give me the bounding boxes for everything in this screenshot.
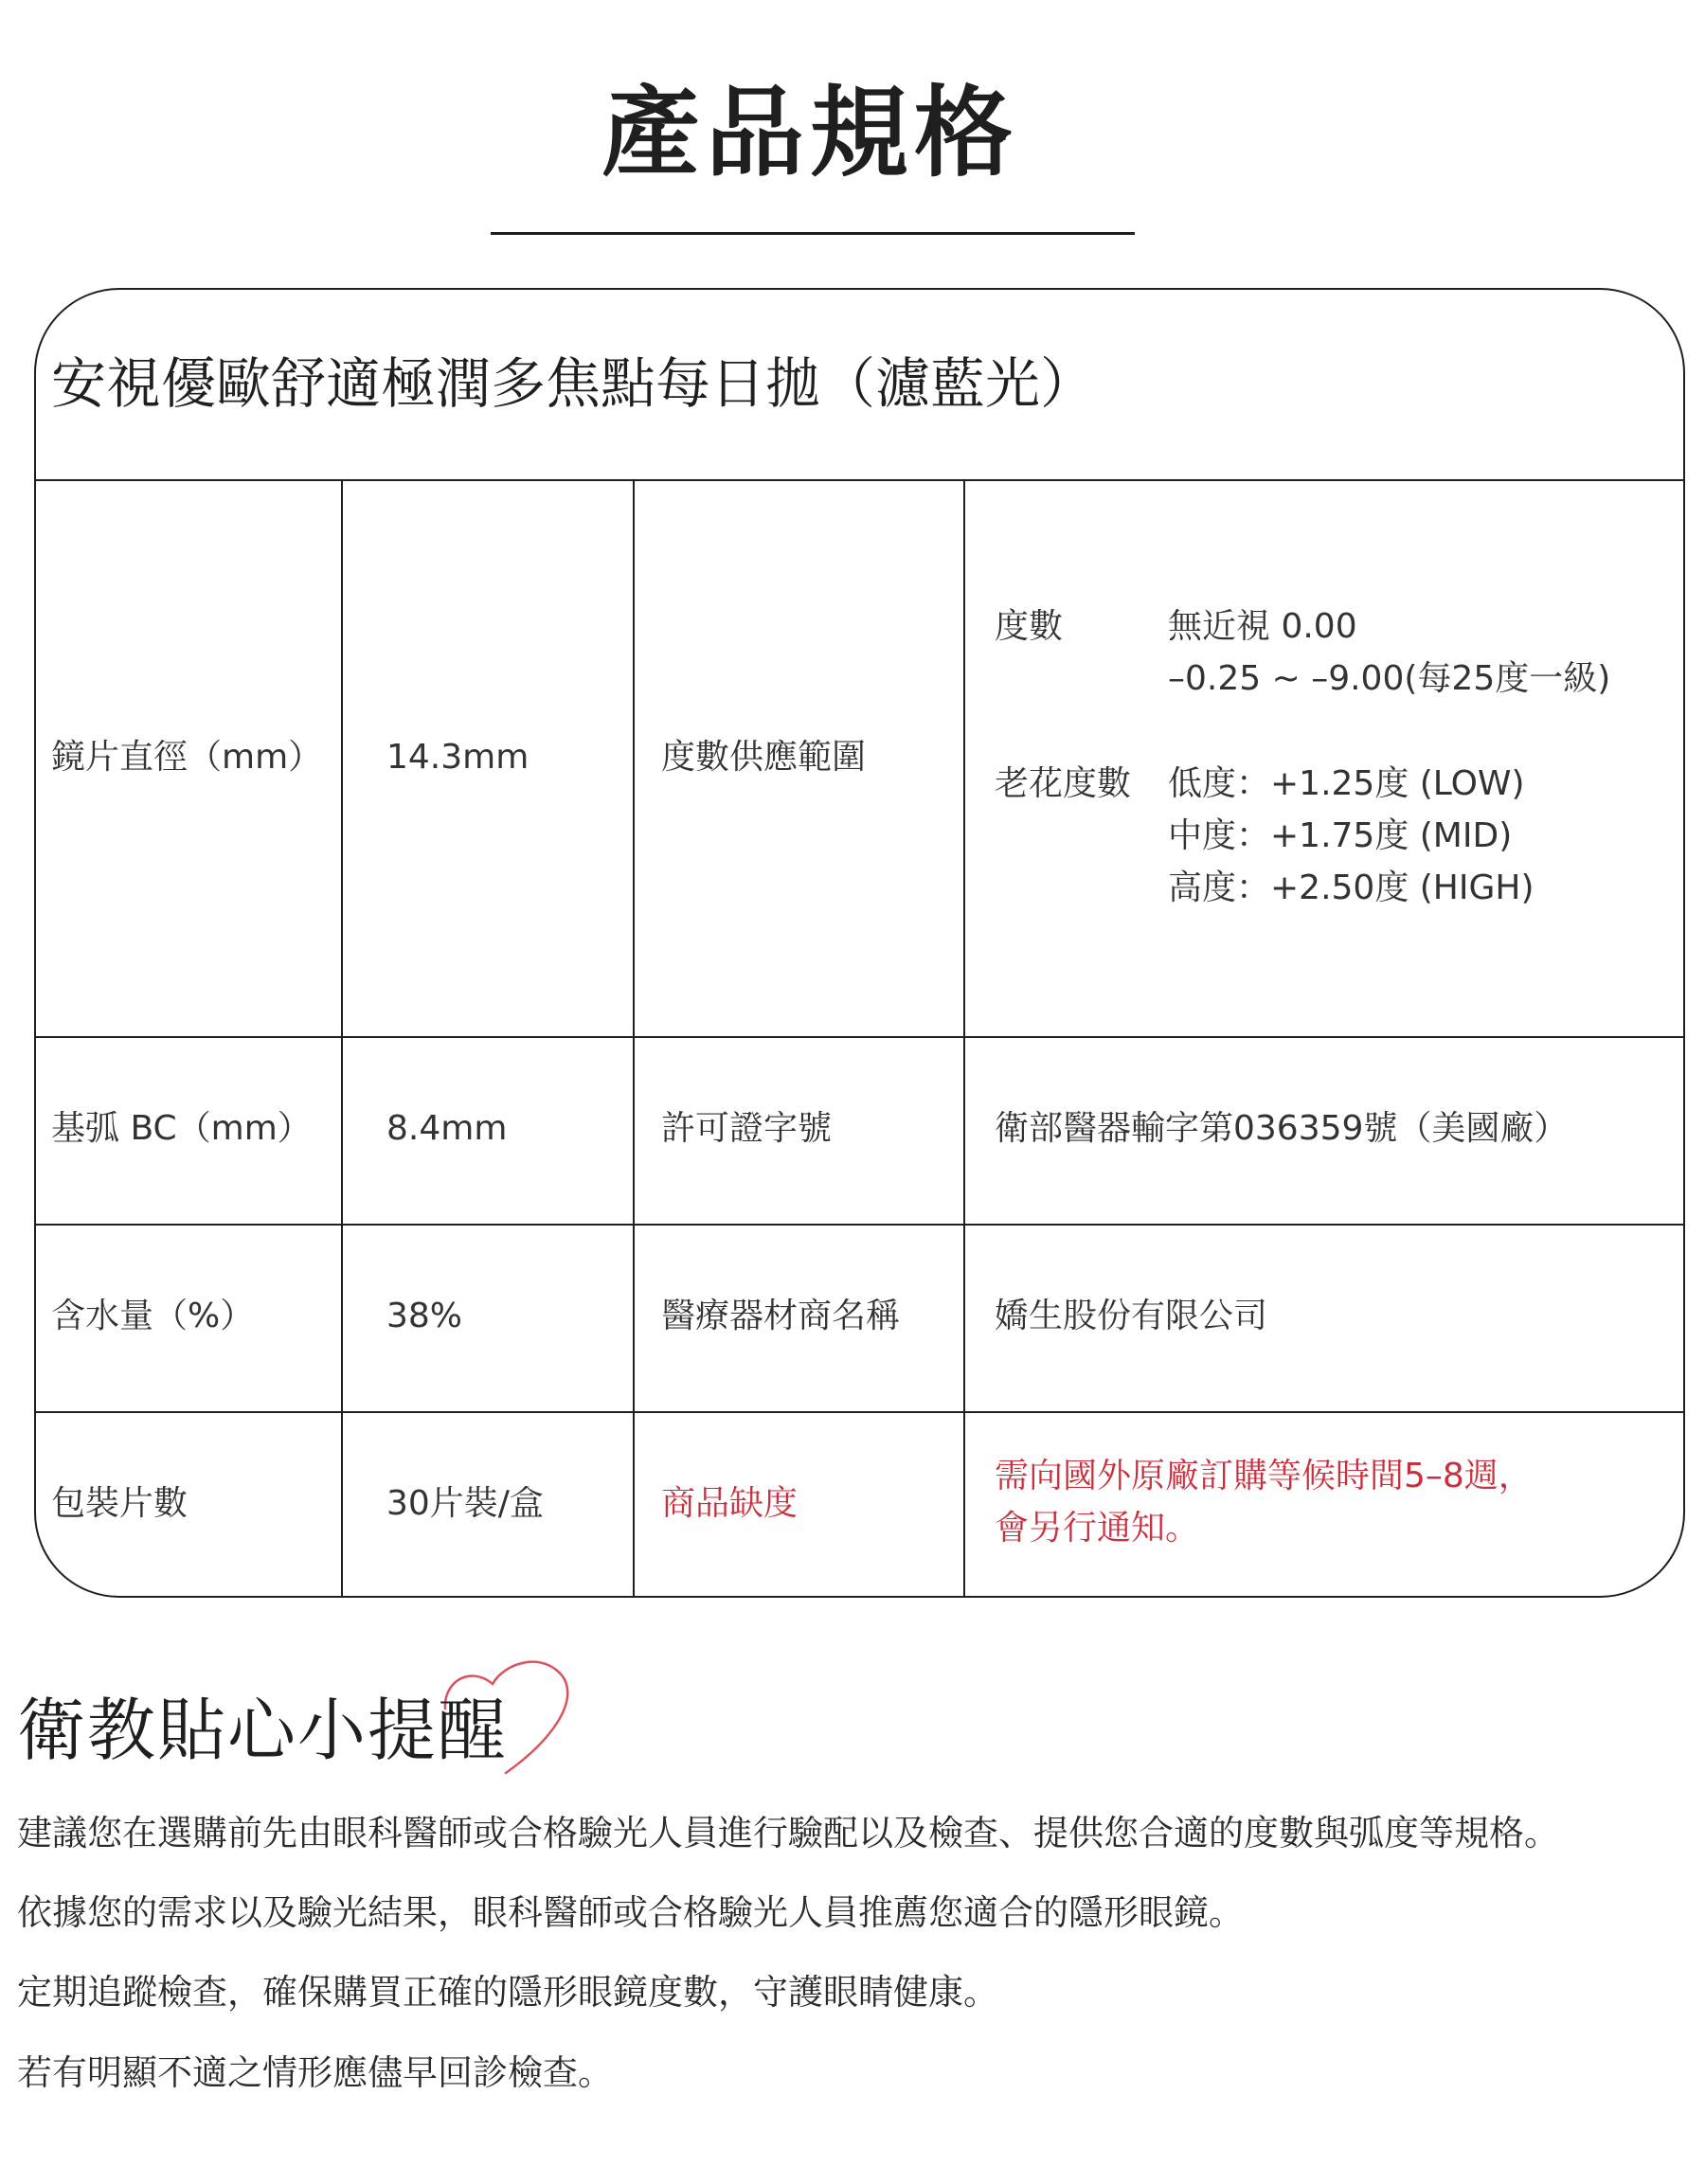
table-divider — [35, 1036, 1684, 1038]
page-title: 產品規格 — [601, 75, 1018, 190]
stock-note-line-1: 需向國外原廠訂購等候時間5–8週， — [995, 1457, 1533, 1495]
spec-label-power-range: 度數供應範圍 — [661, 738, 867, 777]
tip-item: 依據您的需求以及驗光結果，眼科醫師或合格驗光人員推薦您適合的隱形眼鏡。 — [17, 1892, 1244, 1933]
myopia-line-1: 無近視 0.00 — [1168, 607, 1357, 646]
spec-value-water-content: 38% — [386, 1297, 463, 1335]
spec-label-pack-size: 包裝片數 — [51, 1484, 188, 1523]
spec-label-water-content: 含水量（%） — [51, 1297, 255, 1335]
table-divider — [35, 1224, 1684, 1226]
product-name: 安視優歐舒適極潤多焦點每日拋（濾藍光） — [51, 351, 1096, 416]
tip-item: 建議您在選購前先由眼科醫師或合格驗光人員進行驗配以及檢查、提供您合適的度數與弧度等規格。 — [17, 1813, 1559, 1853]
table-column-divider — [633, 480, 635, 1597]
presbyopia-mid: 中度：+1.75度 (MID) — [1168, 816, 1513, 855]
table-divider — [35, 1411, 1684, 1413]
stock-note-line-2: 會另行通知。 — [995, 1509, 1200, 1548]
spec-label-diameter: 鏡片直徑（mm） — [51, 738, 323, 777]
spec-label-manufacturer: 醫療器材商名稱 — [661, 1297, 901, 1335]
spec-value-manufacturer: 嬌生股份有限公司 — [995, 1297, 1268, 1335]
spec-value-diameter: 14.3mm — [386, 738, 529, 777]
table-divider — [35, 479, 1684, 481]
presbyopia-label: 老花度數 — [995, 764, 1132, 803]
spec-label-base-curve: 基弧 BC（mm） — [51, 1109, 312, 1148]
tip-item: 定期追蹤檢查，確保購買正確的隱形眼鏡度數，守護眼睛健康。 — [17, 1972, 998, 2013]
stock-status-label: 商品缺度 — [661, 1484, 799, 1523]
spec-value-base-curve: 8.4mm — [386, 1109, 508, 1148]
tips-heading: 衛教貼心小提醒 — [17, 1691, 509, 1770]
spec-label-license: 許可證字號 — [661, 1109, 833, 1148]
title-divider — [491, 232, 1135, 235]
presbyopia-low: 低度：+1.25度 (LOW) — [1168, 764, 1525, 803]
table-column-divider — [963, 480, 965, 1597]
tip-item: 若有明顯不適之情形應儘早回診檢查。 — [17, 2052, 613, 2093]
myopia-label: 度數 — [995, 607, 1064, 646]
spec-value-pack-size: 30片裝/盒 — [386, 1484, 544, 1523]
spec-table — [34, 288, 1685, 1598]
spec-value-license: 衛部醫器輸字第036359號（美國廠） — [995, 1109, 1569, 1148]
table-column-divider — [341, 480, 343, 1597]
myopia-line-2: –0.25 ~ –9.00(每25度一級) — [1168, 659, 1611, 698]
presbyopia-high: 高度：+2.50度 (HIGH) — [1168, 868, 1534, 907]
